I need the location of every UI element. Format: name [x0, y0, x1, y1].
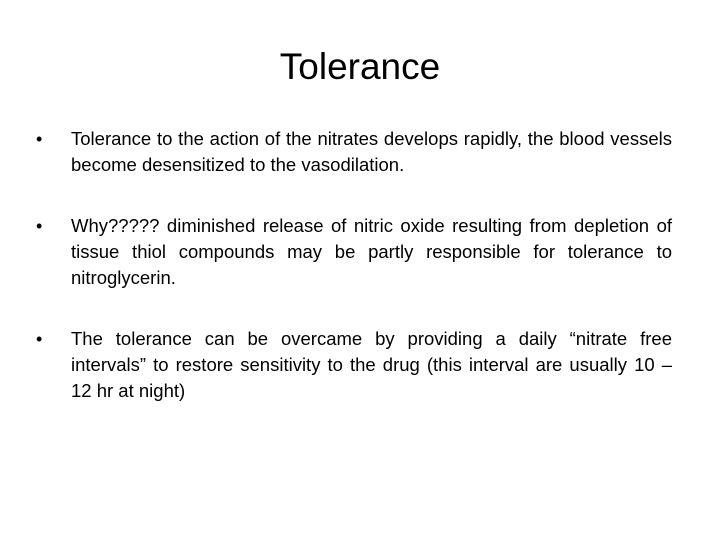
bullet-icon: • — [36, 329, 43, 349]
bullet-item — [36, 326, 672, 404]
bullet-item — [36, 126, 672, 178]
bullet-item — [36, 213, 672, 291]
bullet-list — [36, 126, 672, 439]
bullet-icon: • — [36, 129, 43, 149]
bullet-text: The tolerance can be overcame by providing a daily “nitrate free intervals” to restore sensitivity to the drug (this interval are usually 10 – 12 hr at night) — [71, 328, 672, 401]
bullet-text: Why????? diminished release of nitric oxide resulting from depletion of tissue thiol compounds may be partly responsible for tolerance to nitroglycerin. — [71, 215, 672, 288]
bullet-icon: • — [36, 216, 43, 236]
bullet-text: Tolerance to the action of the nitrates develops rapidly, the blood vessels become desensitized to the vasodilation. — [71, 128, 672, 175]
slide-title: Tolerance — [279, 46, 441, 87]
